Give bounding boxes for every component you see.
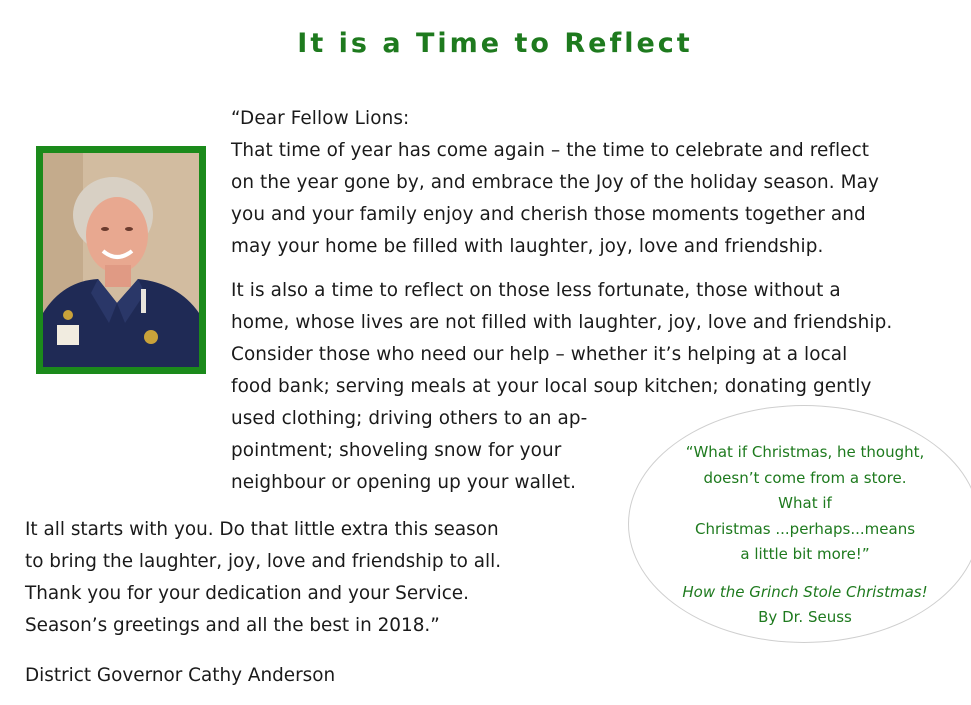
letter-line: neighbour or opening up your wallet.: [231, 472, 577, 493]
letter-line: food bank; serving meals at your local soup kitchen; donating gently: [231, 376, 872, 397]
quote-author: By Dr. Seuss: [758, 608, 852, 626]
letter-line: That time of year has come again – the time to celebrate and reflect: [231, 140, 870, 161]
closing-line: to bring the laughter, joy, love and friendship to all.: [25, 551, 502, 572]
quote-line: Christmas ...perhaps...means: [694, 519, 916, 538]
letter-line: “Dear Fellow Lions:: [231, 108, 410, 129]
letter-closing: [25, 514, 585, 642]
letter-line: pointment; shoveling snow for your: [231, 440, 562, 461]
quote-line: a little bit more!”: [740, 545, 870, 563]
closing-line: Thank you for your dedication and your Service.: [25, 583, 469, 604]
closing-line: It all starts with you. Do that little extra this season: [25, 519, 499, 540]
letter-line: on the year gone by, and embrace the Joy of the holiday season. May: [231, 172, 879, 193]
portrait-photo: [36, 146, 206, 374]
quote-line: What if: [778, 494, 832, 512]
letter-line: It is also a time to reflect on those less fortunate, those without a: [231, 280, 841, 301]
quote-source: How the Grinch Stole Christmas!: [682, 582, 928, 601]
letter-line: home, whose lives are not filled with laughter, joy, love and friendship.: [231, 312, 893, 333]
signature: District Governor Cathy Anderson: [25, 665, 336, 686]
quote-line: doesn’t come from a store.: [703, 468, 907, 487]
seuss-quote: [640, 440, 970, 631]
letter-line: may your home be filled with laughter, joy, love and friendship.: [231, 236, 824, 257]
closing-line: Season’s greetings and all the best in 2018.”: [25, 615, 440, 636]
letter-line: you and your family enjoy and cherish those moments together and: [231, 204, 866, 225]
page-title: It is a Time to Reflect: [297, 28, 693, 59]
letter-line: used clothing; driving others to an ap-: [231, 408, 588, 429]
quote-line: “What if Christmas, he thought,: [685, 443, 925, 461]
portrait-image: [43, 153, 199, 367]
letter-paragraph-greeting: [231, 103, 966, 263]
letter-line: Consider those who need our help – whether it’s helping at a local: [231, 344, 848, 365]
